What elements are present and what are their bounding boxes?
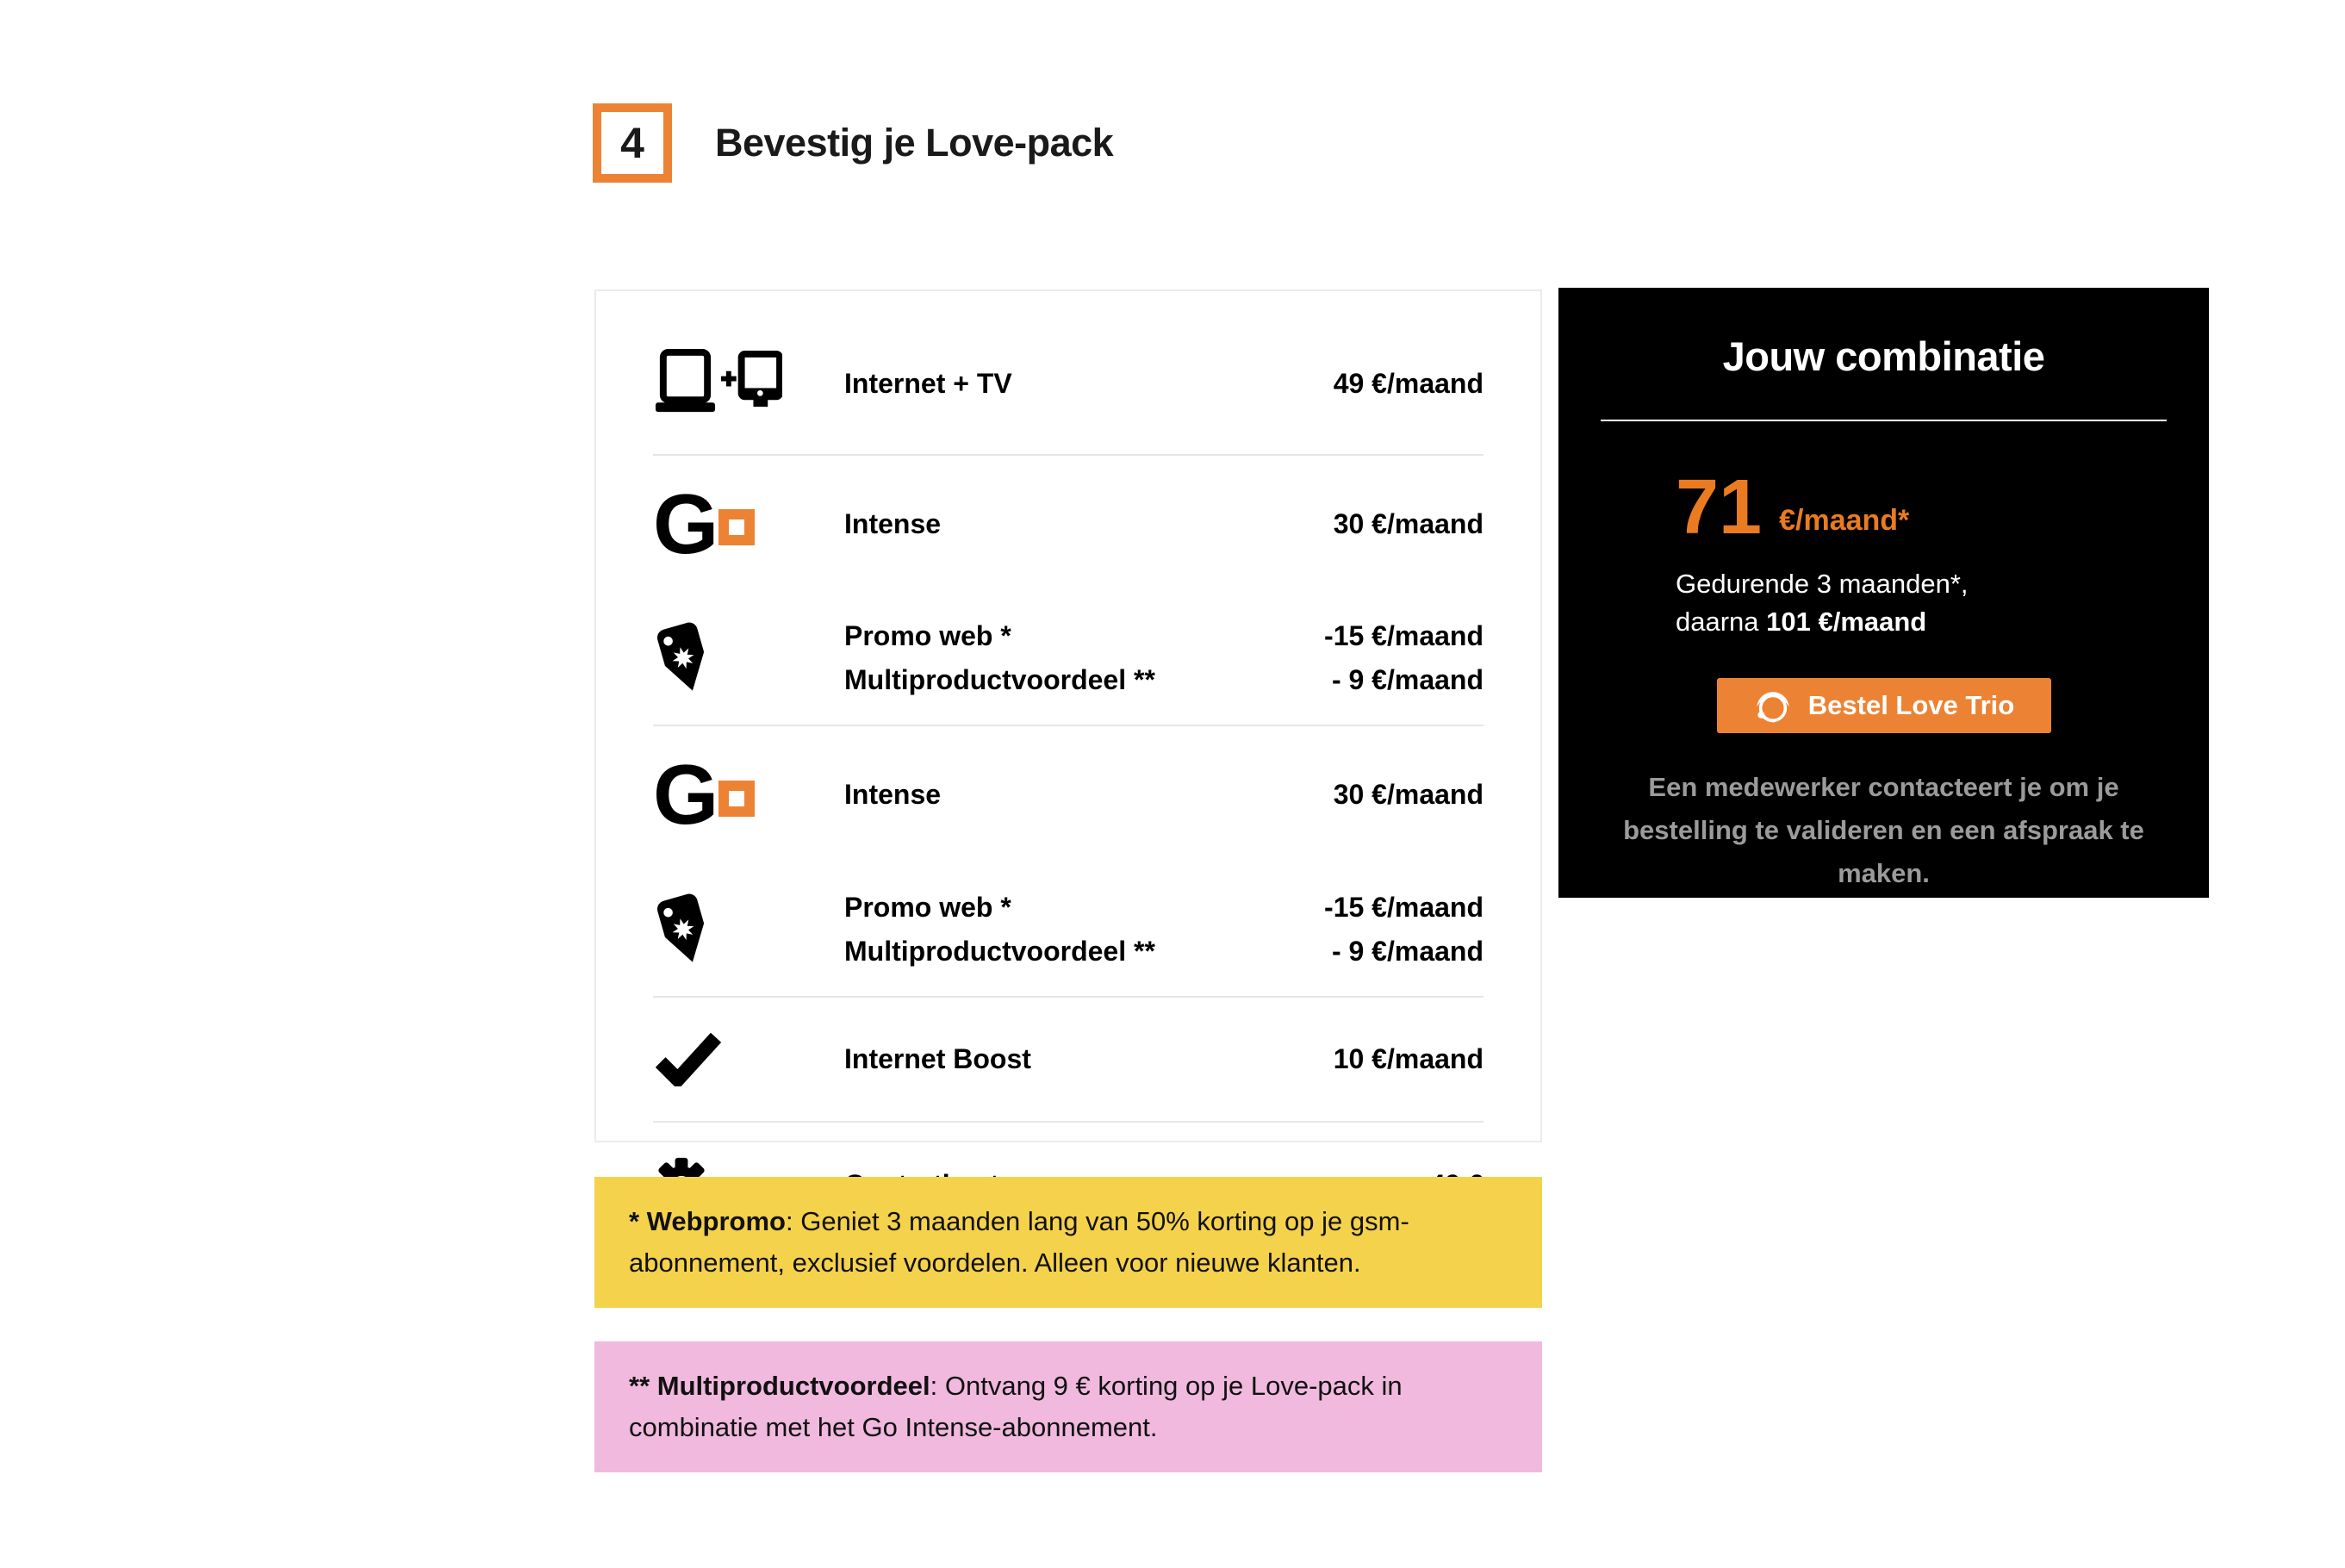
product-label: Intense (844, 779, 942, 811)
combination-card (1558, 288, 2209, 898)
product-label: Internet + TV (844, 368, 1012, 399)
product-line (844, 620, 1484, 652)
go-logo-square (718, 781, 755, 817)
product-label: Promo web * (844, 891, 1011, 923)
product-icon-cell (653, 619, 844, 697)
step-number-box (593, 103, 672, 183)
total-price (1676, 464, 2209, 551)
total-price-value: 71 (1676, 464, 1763, 551)
duration-line2-prefix: daarna (1676, 607, 1767, 638)
product-row (653, 314, 1484, 454)
product-line (844, 368, 1484, 400)
webpromo-footnote (594, 1177, 1542, 1308)
product-row (653, 863, 1484, 996)
product-price: -15 €/maand (1324, 891, 1484, 923)
product-line (844, 508, 1484, 540)
product-icon-cell (653, 476, 844, 571)
product-icon-cell (653, 891, 844, 968)
webpromo-footnote-text: : Geniet 3 maanden lang van 50% korting op je gsm-abonnement, exclusief voordelen. Alleen voor nieuwe klanten. (629, 1206, 1409, 1279)
product-icon-cell (653, 1032, 844, 1086)
product-price: 10 €/maand (1333, 1042, 1484, 1074)
product-price: -15 €/maand (1324, 620, 1484, 652)
product-label: Multiproductvoordeel ** (844, 935, 1155, 967)
card-title: Jouw combinatie (1722, 333, 2045, 379)
product-row (653, 726, 1484, 862)
duration-line2-bold: 101 €/maand (1766, 607, 1927, 638)
product-line (844, 664, 1484, 696)
product-label: Internet Boost (844, 1042, 1031, 1074)
go-logo-letter: G (653, 476, 715, 571)
price-duration (1676, 565, 2209, 643)
product-price: - 9 €/maand (1331, 935, 1484, 967)
product-row (653, 592, 1484, 725)
product-row (653, 456, 1484, 592)
card-divider (1601, 420, 2167, 421)
promo-tag-icon (653, 619, 718, 697)
duration-line1: Gedurende 3 maanden*, (1676, 568, 1969, 599)
order-love-trio-button[interactable] (1717, 678, 2051, 733)
product-icon-cell (653, 747, 844, 843)
page-title: Bevestig je Love-pack (715, 121, 1114, 165)
product-icon-cell (653, 348, 844, 420)
product-price: 49 €/maand (1333, 368, 1484, 399)
multiproduct-footnote-lead: ** Multiproductvoordeel (629, 1371, 930, 1401)
product-label: Multiproductvoordeel ** (844, 664, 1155, 696)
product-label: Intense (844, 507, 942, 539)
go-logo (653, 747, 755, 843)
total-price-unit: €/maand* (1779, 503, 1910, 537)
order-summary-panel (594, 289, 1542, 1142)
product-line (844, 1043, 1484, 1075)
product-line (844, 936, 1484, 968)
go-logo-letter: G (653, 747, 715, 843)
product-price: 30 €/maand (1333, 779, 1484, 811)
step-number: 4 (620, 119, 644, 167)
product-price: - 9 €/maand (1331, 664, 1484, 696)
step-header (593, 103, 1113, 183)
promo-tag-icon (653, 891, 718, 968)
card-note: Een medewerker contacteert je om je bestelling te valideren en een afspraak te maken. (1623, 772, 2144, 888)
multiproduct-footnote (594, 1341, 1542, 1472)
product-label: Promo web * (844, 620, 1011, 652)
multiproduct-footnote-text: : Ontvang 9 € korting op je Love-pack in combinatie met het Go Intense-abonnement. (629, 1371, 1403, 1443)
order-button-label: Bestel Love Trio (1807, 690, 2015, 721)
go-logo (653, 476, 755, 571)
product-row (653, 998, 1484, 1121)
product-price: 30 €/maand (1333, 507, 1484, 539)
internet-tv-icon (653, 348, 782, 420)
support-agent-icon (1753, 686, 1793, 725)
webpromo-footnote-lead: * Webpromo (629, 1206, 786, 1236)
product-line (844, 779, 1484, 811)
product-line (844, 892, 1484, 924)
check-icon (653, 1032, 722, 1086)
go-logo-square (718, 509, 755, 545)
